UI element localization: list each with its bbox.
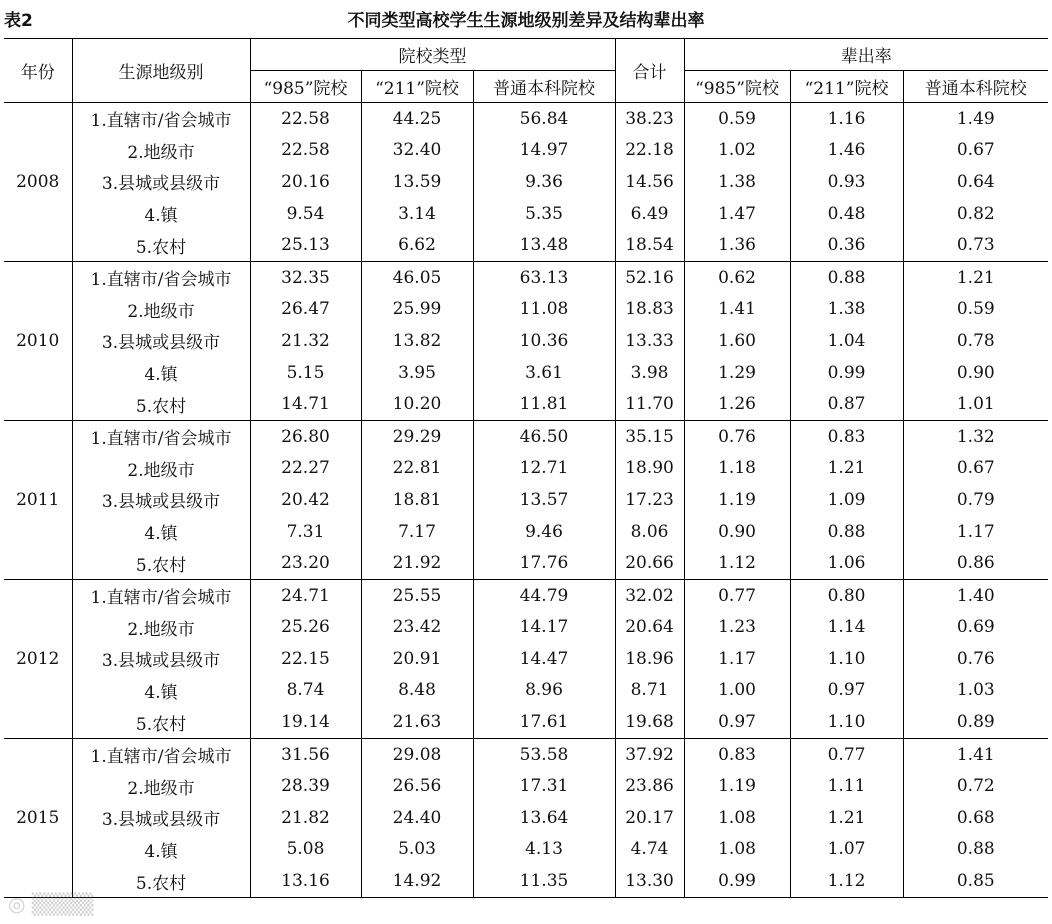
value-cell: 24.71 bbox=[250, 579, 361, 611]
value-cell: 29.08 bbox=[361, 738, 473, 770]
value-cell: 14.71 bbox=[250, 388, 361, 420]
value-cell: 1.32 bbox=[956, 426, 995, 447]
table-row bbox=[4, 484, 1048, 516]
value-cell: 1.21 bbox=[956, 267, 995, 288]
value-cell: 18.83 bbox=[615, 294, 684, 326]
value-cell: 1.04 bbox=[790, 325, 903, 357]
value-cell: 1.17 bbox=[956, 521, 995, 542]
value-cell: 26.56 bbox=[361, 770, 473, 802]
value-cell: 23.42 bbox=[361, 612, 473, 644]
value-cell: 9.46 bbox=[473, 516, 615, 548]
value-cell: 1.11 bbox=[790, 770, 903, 802]
value-cell: 13.59 bbox=[361, 166, 473, 198]
value-cell: 1.60 bbox=[684, 325, 790, 357]
table-row bbox=[4, 579, 1048, 611]
value-cell: 1.02 bbox=[684, 135, 790, 167]
value-cell: 0.99 bbox=[790, 357, 903, 389]
value-cell: 11.70 bbox=[615, 388, 684, 420]
table-row bbox=[4, 802, 1048, 834]
value-cell: 1.08 bbox=[684, 802, 790, 834]
value-cell: 1.08 bbox=[684, 834, 790, 866]
value-cell: 7.17 bbox=[361, 516, 473, 548]
value-cell: 22.81 bbox=[361, 453, 473, 485]
value-cell: 20.91 bbox=[361, 643, 473, 675]
value-cell: 26.80 bbox=[250, 420, 361, 452]
table-title: 不同类型高校学生生源地级别差异及结构辈出率 bbox=[347, 11, 705, 31]
value-cell: 1.38 bbox=[790, 294, 903, 326]
value-cell: 0.93 bbox=[790, 166, 903, 198]
value-cell: 1.14 bbox=[790, 612, 903, 644]
value-cell: 23.20 bbox=[250, 547, 361, 579]
region-cell: 1.直辖市/省会城市 bbox=[72, 579, 250, 611]
value-cell: 63.13 bbox=[473, 261, 615, 293]
value-cell: 21.92 bbox=[361, 547, 473, 579]
value-cell: 21.82 bbox=[250, 802, 361, 834]
value-cell: 8.06 bbox=[615, 516, 684, 548]
table-row bbox=[4, 198, 1048, 230]
value-cell: 44.79 bbox=[473, 579, 615, 611]
table-row bbox=[4, 770, 1048, 802]
value-cell: 1.09 bbox=[790, 484, 903, 516]
value-cell: 46.05 bbox=[361, 261, 473, 293]
region-cell: 2.地级市 bbox=[72, 770, 250, 802]
value-cell: 6.49 bbox=[615, 198, 684, 230]
value-cell: 1.01 bbox=[903, 388, 1048, 420]
value-cell: 1.10 bbox=[790, 643, 903, 675]
value-cell: 14.47 bbox=[473, 643, 615, 675]
region-cell: 2.地级市 bbox=[72, 135, 250, 167]
header-ratio-regular: 普通本科院校 bbox=[903, 71, 1048, 103]
value-cell: 56.84 bbox=[473, 103, 615, 135]
header-ratio-985: “985”院校 bbox=[684, 71, 790, 103]
value-cell: 9.54 bbox=[250, 198, 361, 230]
value-cell: 4.74 bbox=[615, 834, 684, 866]
value-cell: 0.85 bbox=[903, 865, 1048, 897]
value-cell: 0.76 bbox=[684, 420, 790, 452]
value-cell: 1.10 bbox=[790, 706, 903, 738]
table-row bbox=[4, 865, 1048, 897]
value-cell: 0.62 bbox=[684, 261, 790, 293]
value-cell: 0.77 bbox=[790, 738, 903, 770]
value-cell: 20.42 bbox=[250, 484, 361, 516]
watermark-logo: ◎ ▒▒▒▒ bbox=[8, 892, 94, 916]
value-cell: 22.58 bbox=[250, 103, 361, 135]
value-cell: 0.87 bbox=[790, 388, 903, 420]
value-cell: 1.46 bbox=[790, 135, 903, 167]
value-cell: 17.23 bbox=[615, 484, 684, 516]
value-cell: 7.31 bbox=[250, 516, 361, 548]
value-cell: 0.97 bbox=[790, 675, 903, 707]
value-cell: 32.40 bbox=[361, 135, 473, 167]
value-cell: 4.13 bbox=[473, 834, 615, 866]
value-cell: 11.81 bbox=[473, 388, 615, 420]
header-985: “985”院校 bbox=[250, 71, 361, 103]
value-cell: 13.82 bbox=[361, 325, 473, 357]
value-cell: 5.15 bbox=[250, 357, 361, 389]
value-cell: 20.64 bbox=[615, 612, 684, 644]
value-cell: 24.40 bbox=[361, 802, 473, 834]
value-cell: 52.16 bbox=[615, 261, 684, 293]
table-row bbox=[4, 103, 1048, 135]
region-cell: 3.县城或县级市 bbox=[72, 802, 250, 834]
value-cell: 0.97 bbox=[684, 706, 790, 738]
value-cell: 1.47 bbox=[684, 198, 790, 230]
table-row bbox=[4, 706, 1048, 738]
value-cell: 5.03 bbox=[361, 834, 473, 866]
value-cell: 1.29 bbox=[684, 357, 790, 389]
value-cell: 0.36 bbox=[790, 229, 903, 261]
region-cell: 2.地级市 bbox=[72, 612, 250, 644]
table-row bbox=[4, 420, 1048, 452]
data-table bbox=[4, 38, 1048, 898]
value-cell: 8.71 bbox=[615, 675, 684, 707]
table-row bbox=[4, 643, 1048, 675]
table-row bbox=[4, 675, 1048, 707]
value-cell: 0.69 bbox=[956, 617, 995, 638]
value-cell: 0.88 bbox=[790, 516, 903, 548]
region-cell: 1.直辖市/省会城市 bbox=[72, 261, 250, 293]
header-total: 合计 bbox=[615, 39, 684, 103]
value-cell: 13.64 bbox=[473, 802, 615, 834]
value-cell: 0.78 bbox=[956, 330, 995, 351]
value-cell: 13.57 bbox=[473, 484, 615, 516]
value-cell: 46.50 bbox=[473, 420, 615, 452]
region-cell: 4.镇 bbox=[72, 357, 250, 389]
region-cell: 3.县城或县级市 bbox=[72, 643, 250, 675]
value-cell: 53.58 bbox=[473, 738, 615, 770]
header-ratio-211: “211”院校 bbox=[790, 71, 903, 103]
value-cell: 9.36 bbox=[473, 166, 615, 198]
value-cell: 0.73 bbox=[903, 229, 1048, 261]
year-cell: 2012 bbox=[4, 579, 72, 738]
value-cell: 18.54 bbox=[615, 229, 684, 261]
value-cell: 35.15 bbox=[615, 420, 684, 452]
value-cell: 3.98 bbox=[615, 357, 684, 389]
value-cell: 1.21 bbox=[790, 453, 903, 485]
value-cell: 0.72 bbox=[956, 776, 995, 797]
value-cell: 0.64 bbox=[956, 171, 995, 192]
region-cell: 4.镇 bbox=[72, 198, 250, 230]
value-cell: 25.13 bbox=[250, 229, 361, 261]
value-cell: 5.08 bbox=[250, 834, 361, 866]
value-cell: 1.18 bbox=[684, 453, 790, 485]
value-cell: 0.83 bbox=[684, 738, 790, 770]
table-row bbox=[4, 738, 1048, 770]
value-cell: 38.23 bbox=[615, 103, 684, 135]
region-cell: 4.镇 bbox=[72, 834, 250, 866]
value-cell: 25.99 bbox=[361, 294, 473, 326]
value-cell: 5.35 bbox=[473, 198, 615, 230]
value-cell: 1.00 bbox=[684, 675, 790, 707]
value-cell: 13.16 bbox=[250, 865, 361, 897]
value-cell: 29.29 bbox=[361, 420, 473, 452]
region-cell: 2.地级市 bbox=[72, 294, 250, 326]
region-cell: 1.直辖市/省会城市 bbox=[72, 103, 250, 135]
region-cell: 3.县城或县级市 bbox=[72, 166, 250, 198]
region-cell: 2.地级市 bbox=[72, 453, 250, 485]
value-cell: 3.61 bbox=[473, 357, 615, 389]
header-211: “211”院校 bbox=[361, 71, 473, 103]
value-cell: 0.88 bbox=[956, 839, 995, 860]
value-cell: 0.59 bbox=[956, 299, 995, 320]
table-row bbox=[4, 388, 1048, 420]
value-cell: 13.30 bbox=[615, 865, 684, 897]
value-cell: 21.32 bbox=[250, 325, 361, 357]
value-cell: 1.03 bbox=[956, 680, 995, 701]
value-cell: 37.92 bbox=[615, 738, 684, 770]
value-cell: 25.26 bbox=[250, 612, 361, 644]
value-cell: 0.48 bbox=[790, 198, 903, 230]
table-row bbox=[4, 357, 1048, 389]
value-cell: 0.76 bbox=[956, 648, 995, 669]
value-cell: 20.66 bbox=[615, 547, 684, 579]
region-cell: 1.直辖市/省会城市 bbox=[72, 420, 250, 452]
value-cell: 19.68 bbox=[615, 706, 684, 738]
value-cell: 22.58 bbox=[250, 135, 361, 167]
value-cell: 0.83 bbox=[790, 420, 903, 452]
value-cell: 1.16 bbox=[790, 103, 903, 135]
table-row bbox=[4, 547, 1048, 579]
header-school-type: 院校类型 bbox=[250, 39, 615, 71]
table-row bbox=[4, 166, 1048, 198]
value-cell: 13.48 bbox=[473, 229, 615, 261]
table-caption bbox=[0, 0, 1052, 34]
value-cell: 0.86 bbox=[903, 547, 1048, 579]
value-cell: 1.23 bbox=[684, 612, 790, 644]
region-cell: 5.农村 bbox=[72, 547, 250, 579]
region-cell: 3.县城或县级市 bbox=[72, 325, 250, 357]
value-cell: 22.15 bbox=[250, 643, 361, 675]
value-cell: 0.89 bbox=[903, 706, 1048, 738]
value-cell: 3.95 bbox=[361, 357, 473, 389]
value-cell: 12.71 bbox=[473, 453, 615, 485]
value-cell: 1.12 bbox=[684, 547, 790, 579]
value-cell: 11.08 bbox=[473, 294, 615, 326]
value-cell: 1.38 bbox=[684, 166, 790, 198]
value-cell: 18.96 bbox=[615, 643, 684, 675]
value-cell: 26.47 bbox=[250, 294, 361, 326]
value-cell: 0.59 bbox=[684, 103, 790, 135]
value-cell: 1.19 bbox=[684, 484, 790, 516]
value-cell: 23.86 bbox=[615, 770, 684, 802]
region-cell: 4.镇 bbox=[72, 516, 250, 548]
value-cell: 10.36 bbox=[473, 325, 615, 357]
value-cell: 11.35 bbox=[473, 865, 615, 897]
table-row bbox=[4, 834, 1048, 866]
value-cell: 0.79 bbox=[956, 489, 995, 510]
table-row bbox=[4, 135, 1048, 167]
region-cell: 3.县城或县级市 bbox=[72, 484, 250, 516]
value-cell: 10.20 bbox=[361, 388, 473, 420]
year-cell: 2010 bbox=[4, 261, 72, 420]
value-cell: 3.14 bbox=[361, 198, 473, 230]
value-cell: 22.18 bbox=[615, 135, 684, 167]
value-cell: 0.90 bbox=[956, 362, 995, 383]
value-cell: 0.67 bbox=[956, 140, 995, 161]
value-cell: 19.14 bbox=[250, 706, 361, 738]
region-cell: 1.直辖市/省会城市 bbox=[72, 738, 250, 770]
region-cell: 5.农村 bbox=[72, 229, 250, 261]
value-cell: 20.17 bbox=[615, 802, 684, 834]
table-row bbox=[4, 516, 1048, 548]
region-cell: 5.农村 bbox=[72, 388, 250, 420]
table-body bbox=[4, 103, 1048, 898]
value-cell: 18.81 bbox=[361, 484, 473, 516]
year-cell: 2011 bbox=[4, 420, 72, 579]
value-cell: 6.62 bbox=[361, 229, 473, 261]
year-cell: 2015 bbox=[4, 738, 72, 897]
value-cell: 1.41 bbox=[956, 744, 995, 765]
value-cell: 1.36 bbox=[684, 229, 790, 261]
value-cell: 21.63 bbox=[361, 706, 473, 738]
value-cell: 0.77 bbox=[684, 579, 790, 611]
value-cell: 0.88 bbox=[790, 261, 903, 293]
value-cell: 14.92 bbox=[361, 865, 473, 897]
table-row bbox=[4, 229, 1048, 261]
value-cell: 28.39 bbox=[250, 770, 361, 802]
region-cell: 4.镇 bbox=[72, 675, 250, 707]
value-cell: 32.02 bbox=[615, 579, 684, 611]
header-year: 年份 bbox=[4, 39, 72, 103]
value-cell: 0.80 bbox=[790, 579, 903, 611]
region-cell: 5.农村 bbox=[72, 865, 250, 897]
value-cell: 1.06 bbox=[790, 547, 903, 579]
value-cell: 17.76 bbox=[473, 547, 615, 579]
value-cell: 1.07 bbox=[790, 834, 903, 866]
value-cell: 13.33 bbox=[615, 325, 684, 357]
value-cell: 20.16 bbox=[250, 166, 361, 198]
value-cell: 1.19 bbox=[684, 770, 790, 802]
table-row bbox=[4, 325, 1048, 357]
value-cell: 44.25 bbox=[361, 103, 473, 135]
value-cell: 17.31 bbox=[473, 770, 615, 802]
year-cell: 2008 bbox=[4, 103, 72, 262]
value-cell: 0.99 bbox=[684, 865, 790, 897]
table-row bbox=[4, 261, 1048, 293]
value-cell: 1.49 bbox=[956, 108, 995, 129]
header-region: 生源地级别 bbox=[72, 39, 250, 103]
value-cell: 32.35 bbox=[250, 261, 361, 293]
value-cell: 0.90 bbox=[684, 516, 790, 548]
value-cell: 17.61 bbox=[473, 706, 615, 738]
value-cell: 1.40 bbox=[956, 585, 995, 606]
region-cell: 5.农村 bbox=[72, 706, 250, 738]
table-row bbox=[4, 453, 1048, 485]
value-cell: 1.26 bbox=[684, 388, 790, 420]
table-number: 表2 bbox=[4, 11, 33, 31]
value-cell: 8.96 bbox=[473, 675, 615, 707]
value-cell: 14.56 bbox=[615, 166, 684, 198]
value-cell: 1.41 bbox=[684, 294, 790, 326]
value-cell: 18.90 bbox=[615, 453, 684, 485]
header-row-1 bbox=[4, 39, 1048, 71]
value-cell: 1.21 bbox=[790, 802, 903, 834]
value-cell: 0.68 bbox=[956, 807, 995, 828]
value-cell: 1.17 bbox=[684, 643, 790, 675]
value-cell: 8.48 bbox=[361, 675, 473, 707]
value-cell: 1.12 bbox=[790, 865, 903, 897]
table-row bbox=[4, 612, 1048, 644]
value-cell: 0.82 bbox=[956, 203, 995, 224]
value-cell: 14.17 bbox=[473, 612, 615, 644]
value-cell: 8.74 bbox=[250, 675, 361, 707]
value-cell: 25.55 bbox=[361, 579, 473, 611]
header-ratio: 辈出率 bbox=[684, 39, 1048, 71]
value-cell: 31.56 bbox=[250, 738, 361, 770]
value-cell: 22.27 bbox=[250, 453, 361, 485]
header-regular: 普通本科院校 bbox=[473, 71, 615, 103]
table-row bbox=[4, 294, 1048, 326]
value-cell: 14.97 bbox=[473, 135, 615, 167]
value-cell: 0.67 bbox=[956, 458, 995, 479]
